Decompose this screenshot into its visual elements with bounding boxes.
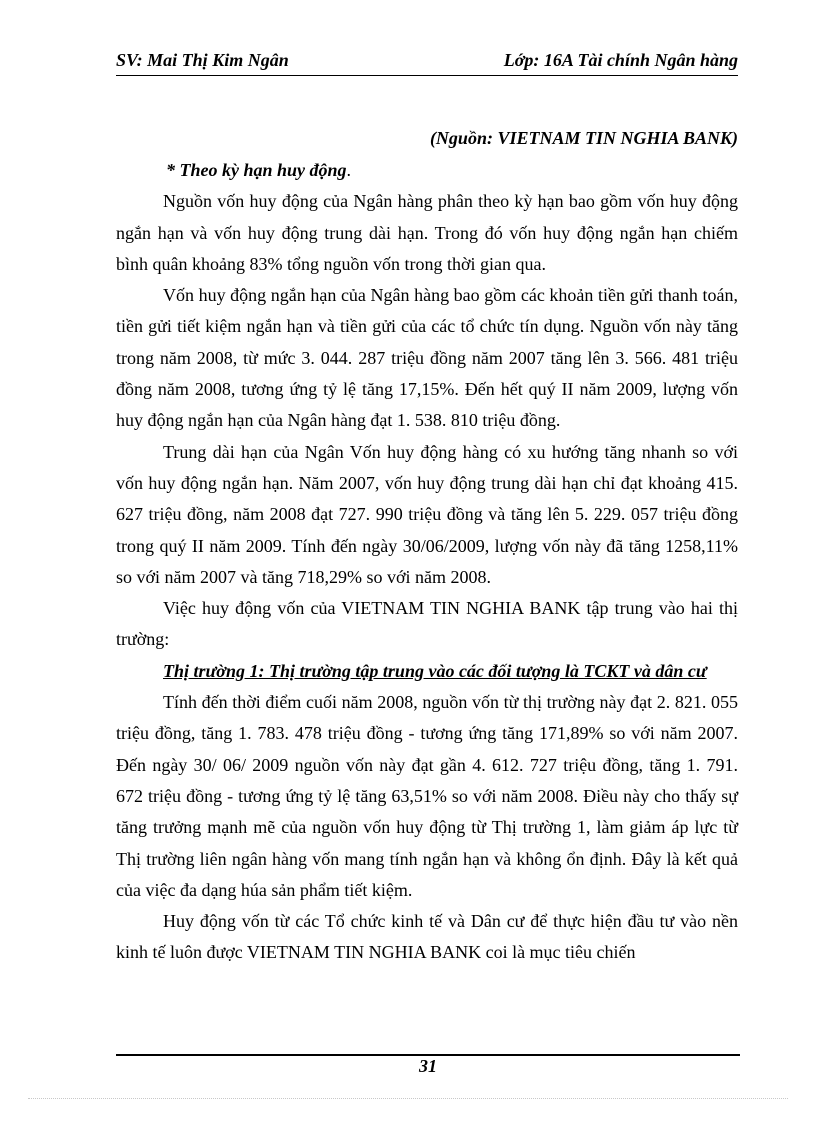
paragraph: Việc huy động vốn của VIETNAM TIN NGHIA BANK tập trung vào hai thị trường: <box>116 598 738 650</box>
page-edge-dotted-line <box>28 1098 788 1099</box>
subheading-text: * Theo kỳ hạn huy động <box>166 160 347 180</box>
paragraph: Vốn huy động ngắn hạn của Ngân hàng bao gồm các khoản tiền gửi thanh toán, tiền gửi tiết kiệm ngắn hạn và tiền gửi của các tổ chức tín dụng. Nguồn vốn này tăng trong năm 2008, từ mức 3. 044. 287 triệu đồng năm 2007 tăng lên 3. 566. 481 triệu đồng năm 2008, tương ứng tỷ lệ tăng 17,15%. Đến hết quý II năm 2009, lượng vốn huy động ngắn hạn của Ngân hàng đạt 1. 538. 810 triệu đồng. <box>116 285 738 431</box>
source-note: (Nguồn: VIETNAM TIN NGHIA BANK) <box>429 128 738 148</box>
paragraph: Huy động vốn từ các Tổ chức kinh tế và Dân cư để thực hiện đầu tư vào nền kinh tế luôn được VIETNAM TIN NGHIA BANK coi là mục tiêu chiến <box>116 911 738 963</box>
subheading-suffix: . <box>346 160 352 180</box>
header-author: SV: Mai Thị Kim Ngân <box>116 50 289 70</box>
section-subheading <box>116 155 738 186</box>
paragraph: Trung dài hạn của Ngân Vốn huy động hàng có xu hướng tăng nhanh so với vốn huy động ngắn hạn. Năm 2007, vốn huy động trung dài hạn chỉ đạt khoảng 415. 627 triệu đồng, năm 2008 đạt 727. 990 triệu đồng và tăng lên 5. 229. 057 triệu đồng trong quý II năm 2009. Tính đến ngày 30/06/2009, lượng vốn này đã tăng 1258,11% so với năm 2007 và tăng 718,29% so với năm 2008. <box>116 441 738 587</box>
header-divider <box>116 75 738 76</box>
document-body <box>116 155 738 969</box>
page-header <box>116 50 738 72</box>
header-class-info: Lớp: 16A Tài chính Ngân hàng <box>503 50 738 70</box>
page-number: 31 <box>419 1056 437 1076</box>
market-1-heading: Thị trường 1: Thị trường tập trung vào các đối tượng là TCKT và dân cư <box>163 660 707 681</box>
paragraph: Tính đến thời điểm cuối năm 2008, nguồn vốn từ thị trường này đạt 2. 821. 055 triệu đồng, tăng 1. 783. 478 triệu đồng - tương ứng tăng 171,89% so với năm 2007. Đến ngày 30/ 06/ 2009 nguồn vốn này đạt gần 4. 612. 727 triệu đồng, tăng 1. 791. 672 triệu đồng - tương ứng tỷ lệ tăng 63,51% so với năm 2008. Điều này cho thấy sự tăng trưởng mạnh mẽ của nguồn vốn huy động từ Thị trường 1, làm giảm áp lực từ Thị trường liên ngân hàng vốn mang tính ngắn hạn và không ổn định. Đây là kết quả của việc đa dạng húa sản phẩm tiết kiệm. <box>116 692 738 900</box>
paragraph: Nguồn vốn huy động của Ngân hàng phân theo kỳ hạn bao gồm vốn huy động ngắn hạn và vốn huy động trung dài hạn. Trong đó vốn huy động ngắn hạn chiếm bình quân khoảng 83% tổng nguồn vốn trong thời gian qua. <box>116 191 738 274</box>
